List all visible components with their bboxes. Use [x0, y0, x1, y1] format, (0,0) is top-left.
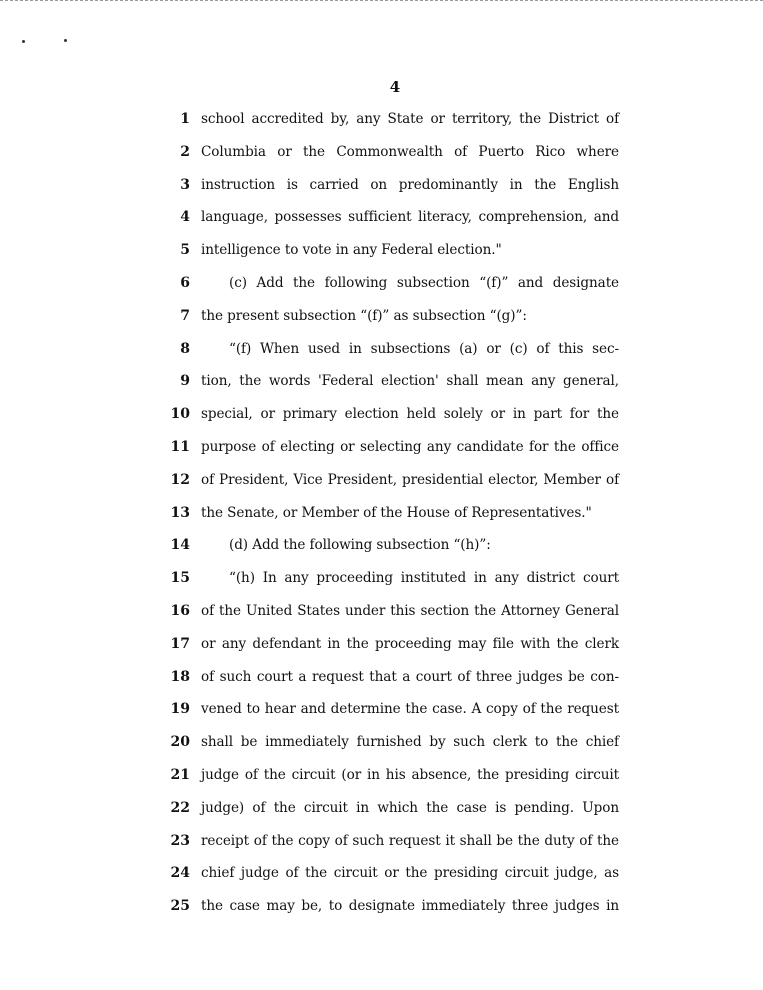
line-text: shall be immediately furnished by such clerk to the chief — [201, 734, 619, 751]
line-number: 17 — [170, 635, 190, 652]
line-text: special, or primary election held solely or in part for the — [201, 406, 619, 423]
bill-line — [0, 234, 763, 267]
line-number: 18 — [170, 668, 190, 685]
line-text: tion, the words 'Federal election' shall mean any general, — [201, 373, 619, 390]
bill-line — [0, 726, 763, 759]
bill-line — [0, 497, 763, 530]
bill-line — [0, 365, 763, 398]
line-number: 14 — [170, 537, 190, 554]
line-number: 6 — [180, 274, 190, 291]
line-number: 12 — [170, 471, 190, 488]
line-number: 16 — [170, 602, 190, 619]
line-number: 3 — [180, 176, 190, 193]
bill-line — [0, 431, 763, 464]
line-number: 13 — [170, 504, 190, 521]
line-text: language, possesses sufficient literacy, comprehension, and — [201, 209, 619, 226]
line-number: 22 — [170, 799, 190, 816]
bill-line — [0, 103, 763, 136]
line-text: the present subsection “(f)” as subsection “(g)”: — [201, 307, 527, 324]
bill-line — [0, 169, 763, 202]
bill-line — [0, 759, 763, 792]
line-text: school accredited by, any State or territory, the District of — [201, 111, 619, 127]
scan-speck — [22, 40, 25, 43]
bill-line — [0, 562, 763, 595]
bill-line — [0, 628, 763, 661]
bill-text-body — [0, 103, 763, 923]
line-number: 11 — [170, 438, 190, 455]
line-text: of President, Vice President, presidential elector, Member of — [201, 471, 619, 488]
line-number: 2 — [180, 143, 190, 160]
bill-line — [0, 792, 763, 825]
line-number: 24 — [170, 865, 190, 882]
bill-line — [0, 464, 763, 497]
line-number: 1 — [180, 111, 190, 127]
line-number: 21 — [170, 766, 190, 783]
page-number: 4 — [389, 78, 401, 96]
line-number: 7 — [180, 307, 190, 324]
line-text: receipt of the copy of such request it shall be the duty of the — [201, 832, 619, 849]
line-text: “(h) In any proceeding instituted in any district court — [229, 570, 619, 587]
line-number: 5 — [180, 242, 190, 259]
page-top-border — [0, 0, 763, 1]
scan-speck — [64, 39, 67, 42]
bill-line — [0, 890, 763, 923]
line-number: 19 — [170, 701, 190, 718]
line-number: 15 — [170, 570, 190, 587]
line-text: “(f) When used in subsections (a) or (c) of this sec- — [229, 340, 619, 357]
line-number: 20 — [170, 734, 190, 751]
line-text: vened to hear and determine the case. A copy of the request — [201, 701, 619, 718]
line-text: or any defendant in the proceeding may file with the clerk — [201, 635, 619, 652]
line-number: 25 — [170, 898, 190, 915]
line-text: judge) of the circuit in which the case is pending. Upon — [201, 799, 619, 816]
line-text: intelligence to vote in any Federal election." — [201, 242, 502, 259]
bill-line — [0, 300, 763, 333]
line-number: 10 — [170, 406, 190, 423]
bill-line — [0, 661, 763, 694]
bill-line — [0, 825, 763, 858]
bill-line — [0, 267, 763, 300]
line-text: the Senate, or Member of the House of Representatives." — [201, 504, 592, 521]
line-text: of the United States under this section the Attorney General — [201, 602, 619, 619]
bill-line — [0, 333, 763, 366]
line-number: 23 — [170, 832, 190, 849]
line-text: (c) Add the following subsection “(f)” and designate — [229, 274, 619, 291]
bill-line — [0, 136, 763, 169]
bill-line — [0, 201, 763, 234]
line-text: (d) Add the following subsection “(h)”: — [229, 537, 491, 554]
bill-line — [0, 857, 763, 890]
bill-line — [0, 529, 763, 562]
line-number: 9 — [180, 373, 190, 390]
line-text: chief judge of the circuit or the presiding circuit judge, as — [201, 865, 619, 882]
bill-line — [0, 398, 763, 431]
line-text: Columbia or the Commonwealth of Puerto Rico where — [201, 143, 619, 160]
bill-line — [0, 595, 763, 628]
line-text: purpose of electing or selecting any candidate for the office — [201, 438, 619, 455]
line-text: the case may be, to designate immediately three judges in — [201, 898, 619, 915]
bill-line — [0, 693, 763, 726]
line-text: of such court a request that a court of three judges be con- — [201, 668, 619, 685]
line-text: judge of the circuit (or in his absence, the presiding circuit — [201, 766, 619, 783]
line-text: instruction is carried on predominantly in the English — [201, 176, 619, 193]
line-number: 4 — [180, 209, 190, 226]
line-number: 8 — [180, 340, 190, 357]
